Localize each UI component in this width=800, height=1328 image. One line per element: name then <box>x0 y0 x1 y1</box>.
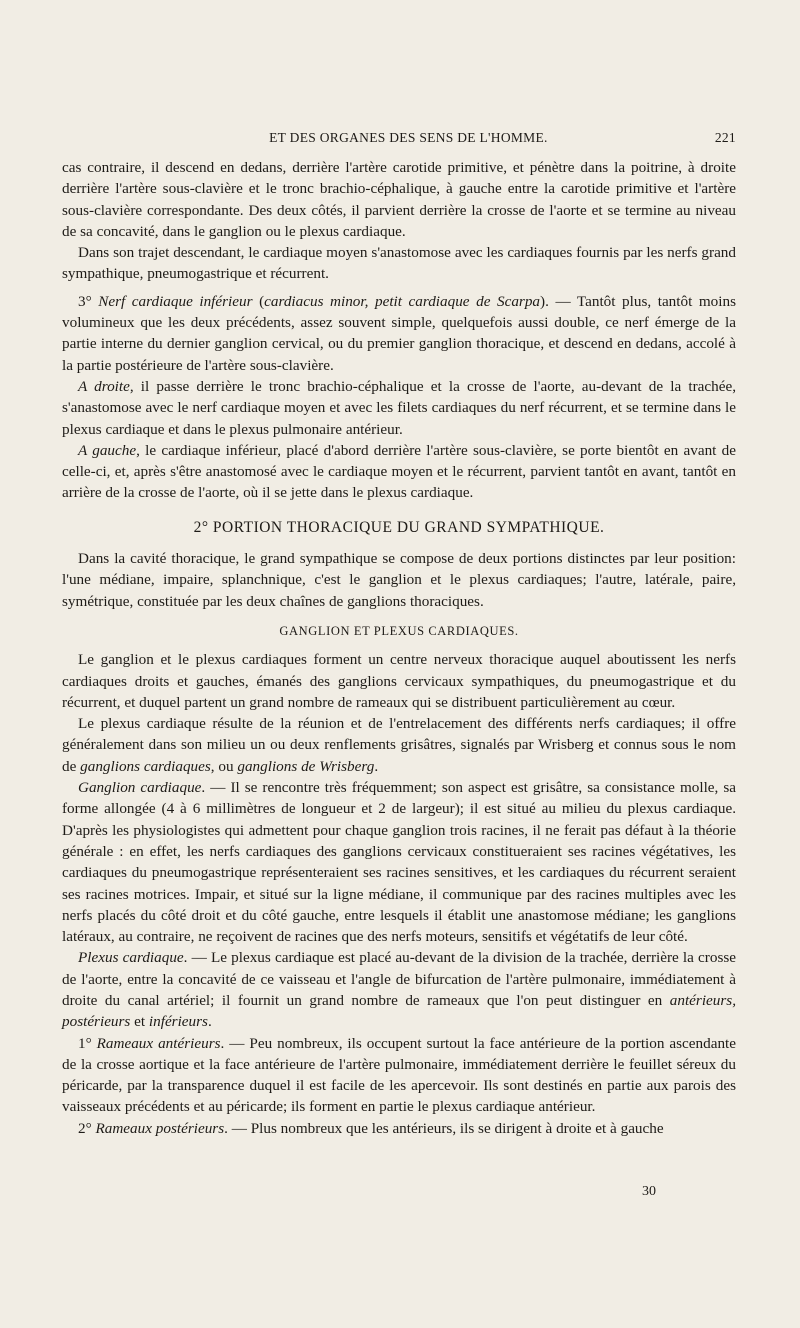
text-run: Dans son trajet descendant, le cardiaque moyen s'anastomose avec les cardiaques fournis par les nerfs grand sympathique, pneumogastrique et récurrent. <box>62 244 736 283</box>
body-paragraph <box>62 157 736 242</box>
text-run: 3° <box>78 292 99 310</box>
body-paragraph <box>62 713 736 777</box>
page-number: 221 <box>714 130 736 145</box>
italic-term: cardiacus minor, petit cardiaque de Scarpa <box>264 292 541 310</box>
italic-term: Ganglion cardiaque <box>78 779 202 797</box>
italic-term: antérieurs, postérieurs <box>62 991 736 1031</box>
text-run: Dans la cavité thoracique, le grand sympathique se compose de deux portions distinctes par leur position: l'une médiane, impaire, splanchnique, c'est le ganglion et le plexus cardiaques; l'autre, latérale, paire, symétrique, constituée par les deux chaînes de ganglions thoraciques. <box>62 550 736 610</box>
text-run: et <box>130 1013 149 1031</box>
text-run: 1° <box>78 1034 97 1052</box>
text-run: . <box>374 757 379 775</box>
body-paragraph <box>62 242 736 285</box>
running-header <box>62 130 736 146</box>
body-paragraph <box>62 291 736 376</box>
body-paragraph <box>62 947 736 1032</box>
italic-term: ganglions cardiaques <box>80 757 211 775</box>
text-run: . — Il se rencontre très fréquemment; son aspect est grisâtre, sa consistance molle, sa forme allongée (4 à 6 millimètres de longueur et 2 de largeur); il est situé au milieu du plexus cardiaque. D'après les physiologistes qui admettent pour chaque ganglion trois racines, il ne ferait pas défaut à la théorie générale : en effet, les nerfs cardiaques des ganglions cervicaux constitueraient ses racines végétatives, les cardiaques du pneumogastrique représenteraient ses racines sensitives, et les cardiaques du récurrent seraient ses racines motrices. Impair, et situé sur la ligne médiane, il communique par des racines multiples avec les nerfs placés du côté droit et du côté gauche, entre lesquels il établit une anastomose médiane; les ganglions latéraux, au contraire, ne reçoivent de racines que des nerfs moteurs, sensitifs et végétatifs de leur côté. <box>62 779 736 946</box>
text-run: . — Plus nombreux que les antérieurs, ils se dirigent à droite et à gauche <box>224 1119 664 1137</box>
body-paragraph <box>62 777 736 947</box>
italic-term: ganglions de Wrisberg <box>237 757 375 775</box>
section-heading: 2° PORTION THORACIQUE DU GRAND SYMPATHIQUE. <box>193 518 605 536</box>
signature-mark: 30 <box>642 1184 656 1199</box>
page-body <box>62 157 736 1139</box>
italic-term: Rameaux antérieurs <box>96 1034 221 1052</box>
italic-term: A gauche <box>78 441 137 459</box>
text-run: , il passe derrière le tronc brachio-céphalique et la crosse de l'aorte, au-devant de la trachée, s'anastomose avec le nerf cardiaque moyen et avec les filets cardiaques du nerf récurrent, et se termine dans le plexus cardiaque et dans le plexus pulmonaire antérieur. <box>62 377 736 438</box>
italic-term: Nerf cardiaque inférieur <box>98 292 253 310</box>
text-run: , le cardiaque inférieur, placé d'abord derrière l'artère sous-clavière, se porte bientôt en avant de celle-ci, et, après s'être anastomosé avec le cardiaque moyen et le récurrent, parvient tantôt en avant, tantôt en arrière de la crosse de l'aorte, où il se jette dans le plexus cardiaque. <box>62 441 736 502</box>
text-run: cas contraire, il descend en dedans, derrière l'artère carotide primitive, et pénètre dans la poitrine, à droite derrière l'artère sous-clavière et le tronc brachio-céphalique, à gauche entre la carotide primitive et l'artère sous-clavière correspondante. Des deux côtés, il parvient derrière la crosse de l'aorte et se termine au niveau de sa concavité, dans le ganglion ou le plexus cardiaque. <box>62 159 736 240</box>
text-run: . <box>207 1013 212 1031</box>
text-run: 2° <box>78 1119 96 1137</box>
italic-term: A droite <box>78 377 130 395</box>
body-paragraph <box>62 376 736 440</box>
text-run: . — Le plexus cardiaque est placé au-devant de la division de la trachée, derrière la crosse de l'aorte, entre la concavité de ce vaisseau et l'angle de bifurcation de l'artère pulmonaire, immédiatement à droite du canal artériel; il fournit un grand nombre de rameaux que l'on peut distinguer en <box>62 949 737 1009</box>
italic-term: Rameaux postérieurs <box>95 1119 225 1137</box>
text-run: Le ganglion et le plexus cardiaques forment un centre nerveux thoracique auquel aboutissent les nerfs cardiaques droits et gauches, émanés des ganglions cervicaux sympathiques, du pneumogastrique et du récurrent, et duquel partent un grand nombre de rameaux qui se distribuent particulièrement au cœur. <box>62 651 736 711</box>
text-run: ). — Tantôt plus, tantôt moins volumineux que les deux précédents, assez souvent simple, quelquefois aussi double, ce nerf émerge de la partie interne du dernier ganglion cervical, ou du premier ganglion thoracique, et descend en dedans, accolé à la partie postérieure de l'artère sous-clavière. <box>62 292 736 374</box>
italic-term: Plexus cardiaque <box>78 949 184 967</box>
italic-term: inférieurs <box>148 1013 208 1031</box>
subsection-heading: GANGLION ET PLEXUS CARDIAQUES. <box>279 623 519 638</box>
text-run: ( <box>252 292 265 310</box>
text-run: . — Peu nombreux, ils occupent surtout la face antérieure de la portion ascendante de la crosse aortique et la face antérieure de l'artère pulmonaire, immédiatement derrière le feuillet séreux du péricarde, par la transparence duquel il est facile de les apercevoir. Ils sont destinés en partie aux parois des vaisseaux précédents et au péricarde; ils forment en partie le plexus cardiaque antérieur. <box>62 1034 736 1116</box>
body-paragraph <box>62 1033 736 1118</box>
text-run: , ou <box>210 757 238 775</box>
body-paragraph <box>62 440 736 504</box>
text-run: Le plexus cardiaque résulte de la réunion et de l'entrelacement des différents nerfs cardiaques; il offre généralement dans son milieu un ou deux renflements grisâtres, signalés par Wrisberg et connus sous le nom de <box>62 715 736 775</box>
body-paragraph <box>62 1118 736 1139</box>
running-title: ET DES ORGANES DES SENS DE L'HOMME. <box>269 130 548 145</box>
body-paragraph <box>62 649 736 713</box>
body-paragraph <box>62 548 736 612</box>
